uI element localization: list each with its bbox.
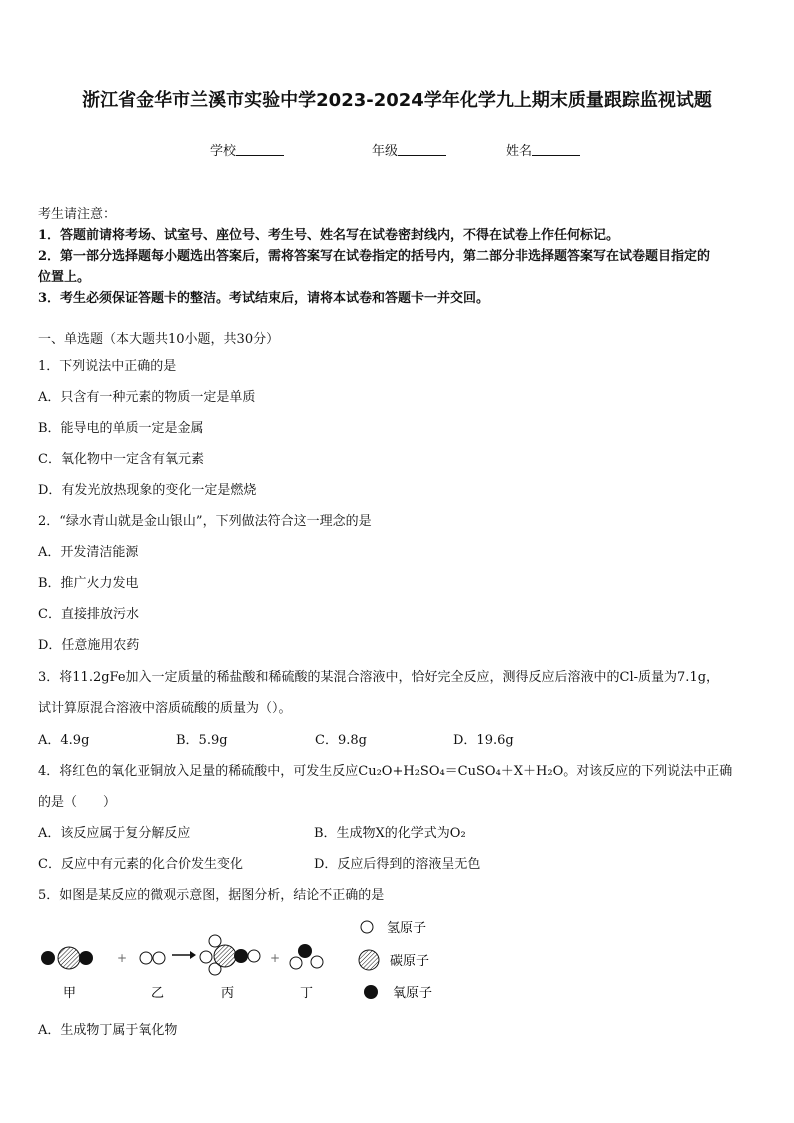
hydrogen-atom [140,952,152,964]
q4-option-b: B．生成物X的化学式为O₂ [314,826,466,841]
hydrogen-atom [290,957,302,969]
hydrogen-atom [311,956,323,968]
name-field [506,140,580,159]
q1-stem: 1．下列说法中正确的是 [38,359,177,374]
legend-oxygen-icon [364,985,378,999]
q4-stem-post: 。对该反应的下列说法中正确 [563,764,733,779]
q3-option-c: C．9.8g [315,733,367,748]
carbon-atom [214,945,236,967]
hydrogen-atom [248,950,260,962]
q2-stem: 2．“绿水青山就是金山银山”，下列做法符合这一理念的是 [38,514,372,529]
q4-equation: Cu₂O+H₂SO₄＝CuSO₄＋X＋H₂O [358,764,564,779]
q1-option-a: A．只含有一种元素的物质一定是单质 [38,390,256,405]
q4-stem-line1 [38,760,732,779]
plus-sign-1: + [117,951,128,965]
q3-option-b: B．5.9g [176,733,228,748]
q4-stem-pre: 4．将红色的氧化亚铜放入足量的稀硫酸中，可发生反应 [38,764,359,779]
q5-option-a: A．生成物丁属于氧化物 [38,1023,178,1038]
grade-field [372,140,446,159]
molecule-yi [140,952,165,964]
school-blank[interactable] [236,143,284,156]
q4-option-a: A．该反应属于复分解反应 [38,826,191,841]
label-bing: 丙 [221,986,235,1001]
q3-option-a: A．4.9g [38,733,90,748]
label-jia: 甲 [63,986,77,1001]
q2-option-d: D．任意施用农药 [38,638,140,653]
hydrogen-atom [153,952,165,964]
legend-oxygen-label: 氧原子 [393,986,433,1001]
q1-option-b: B．能导电的单质一定是金属 [38,421,204,436]
oxygen-atom [234,949,248,963]
school-field [210,140,284,159]
q5-stem: 5．如图是某反应的微观示意图，据图分析，结论不正确的是 [38,888,385,903]
q2-option-a: A．开发清洁能源 [38,545,139,560]
molecule-jia [41,947,93,969]
notice-item-1: 1．答题前请将考场、试室号、座位号、考生号、姓名写在试卷密封线内，不得在试卷上作任何标记。 [38,228,620,243]
q3-stem-line1: 3．将11.2gFe加入一定质量的稀盐酸和稀硫酸的某混合溶液中，恰好完全反应，测得反应后溶液中的Cl-质量为7.1g， [38,670,720,685]
legend-carbon-label: 碳原子 [390,954,430,969]
legend-hydrogen-label: 氢原子 [387,921,427,936]
q2-option-c: C．直接排放污水 [38,607,139,622]
q1-option-d: D．有发光放热现象的变化一定是燃烧 [38,483,257,498]
notice-heading: 考生请注意： [38,207,117,222]
q3-option-d: D．19.6g [453,733,514,748]
legend-carbon-icon [359,950,379,970]
name-label: 姓名 [506,144,533,159]
oxygen-atom [41,951,55,965]
plus-sign-2: + [270,951,281,965]
legend [359,921,432,1001]
molecule-bing [200,935,260,975]
notice-item-2-cont: 位置上。 [38,270,91,285]
label-ding: 丁 [300,986,314,1001]
oxygen-atom [79,951,93,965]
reaction-diagram [30,915,490,1005]
q4-option-d: D．反应后得到的溶液呈无色 [314,857,481,872]
section-heading: 一、单选题（本大题共10小题，共30分） [38,332,280,347]
q4-option-c: C．反应中有元素的化合价发生变化 [38,857,243,872]
hydrogen-atom [209,935,221,947]
grade-blank[interactable] [398,143,446,156]
reaction-arrow [172,951,196,959]
page-title: 浙江省金华市兰溪市实验中学2023-2024学年化学九上期末质量跟踪监视试题 [82,90,712,111]
carbon-atom [58,947,80,969]
grade-label: 年级 [372,144,399,159]
oxygen-atom [298,944,312,958]
name-blank[interactable] [532,143,580,156]
school-label: 学校 [210,144,237,159]
q1-option-c: C．氧化物中一定含有氧元素 [38,452,204,467]
q4-stem-line2: 的是（ ） [38,795,117,810]
q2-option-b: B．推广火力发电 [38,576,139,591]
legend-hydrogen-icon [361,921,373,933]
label-yi: 乙 [151,986,165,1001]
molecule-ding [290,944,323,969]
notice-item-3: 3．考生必须保证答题卡的整洁。考试结束后，请将本试卷和答题卡一并交回。 [38,291,490,306]
notice-item-2: 2．第一部分选择题每小题选出答案后，需将答案写在试卷指定的括号内，第二部分非选择题答案写在试卷题目指定的 [38,249,711,264]
hydrogen-atom [200,951,212,963]
q3-stem-line2: 试计算原混合溶液中溶质硫酸的质量为（）。 [38,701,292,716]
